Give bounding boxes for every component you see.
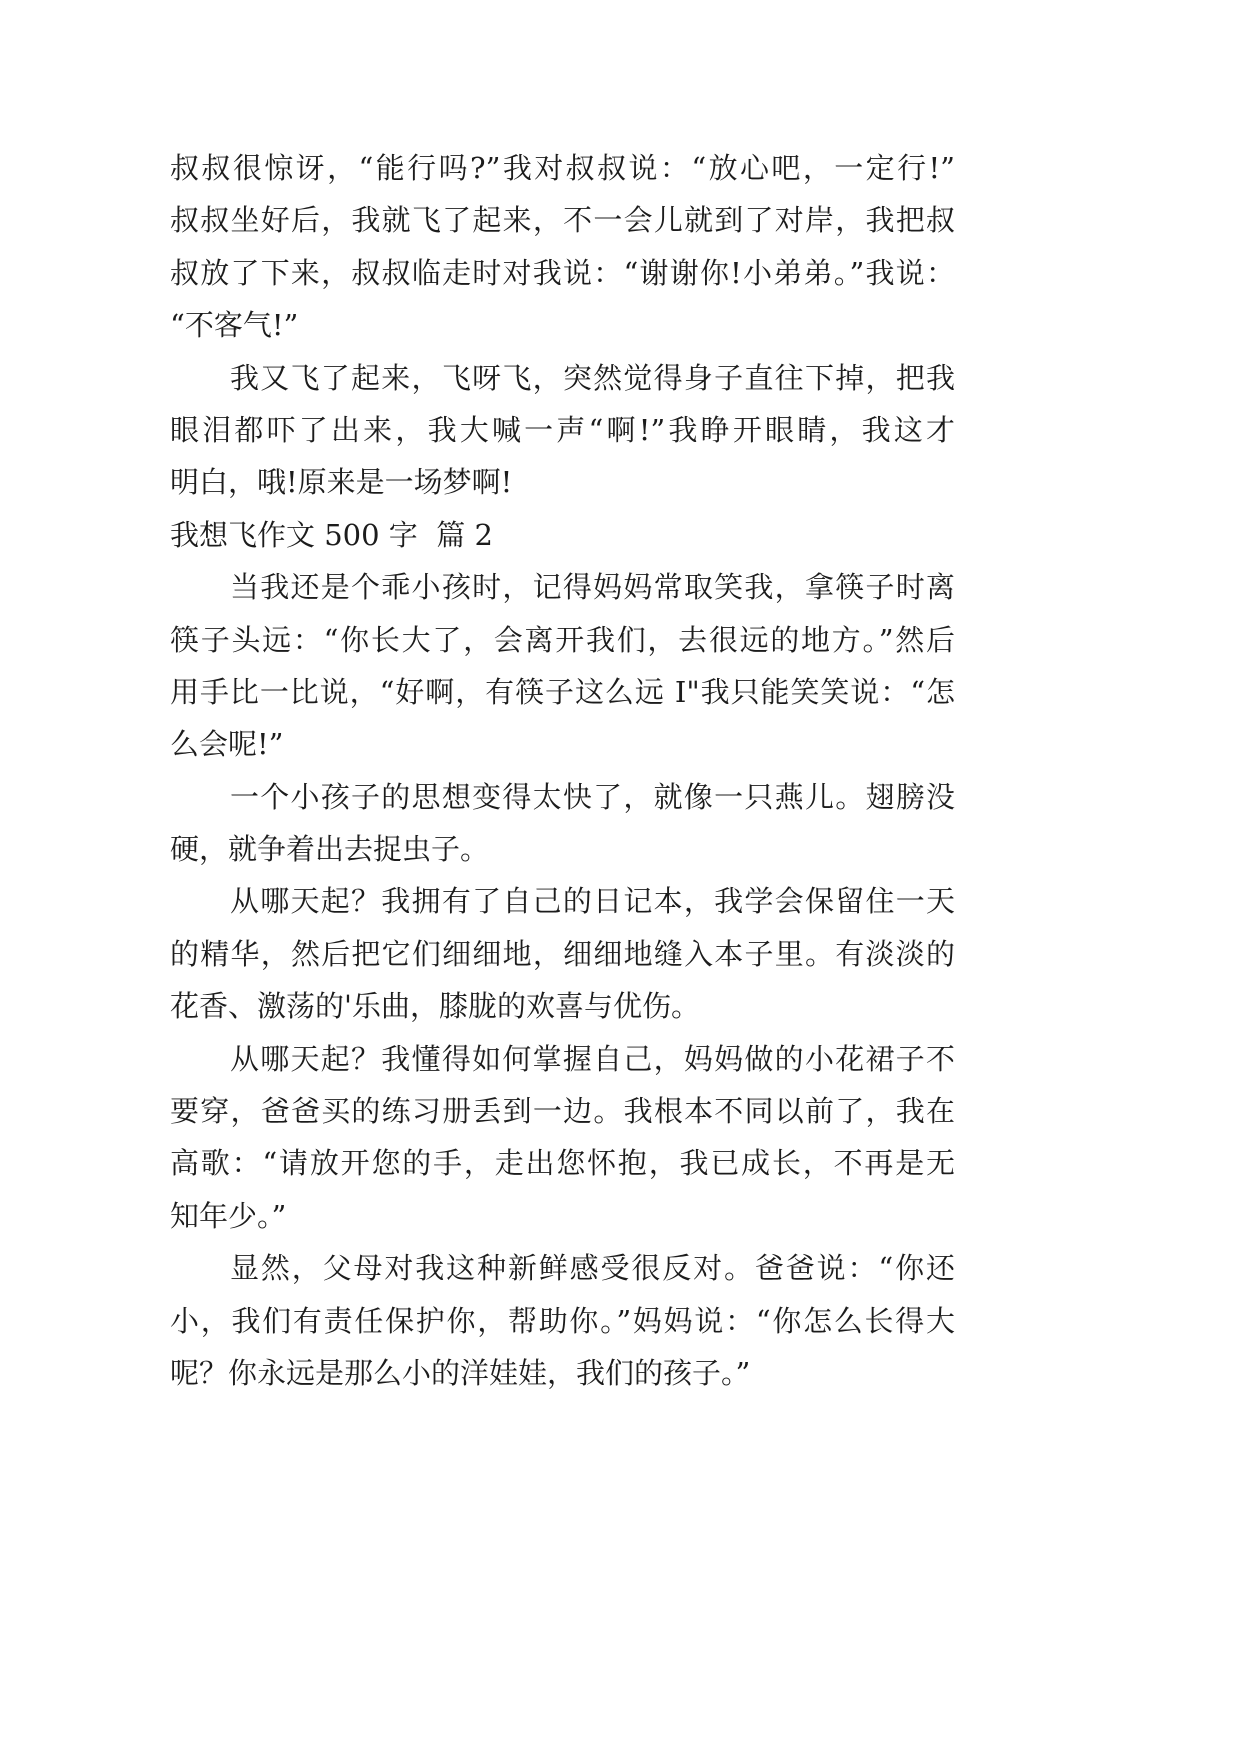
paragraph	[170, 875, 955, 1032]
text-line: 从哪天起？我拥有了自己的日记本，我学会保留住一天	[230, 884, 955, 919]
paragraph	[170, 771, 955, 876]
text-line: 小，我们有责任保护你，帮助你。”妈妈说：“你怎么长得大	[170, 1303, 955, 1338]
body-text	[170, 142, 955, 1399]
text-line: “不客气!”	[170, 308, 299, 343]
text-line: 显然，父母对我这种新鲜感受很反对。爸爸说：“你还	[230, 1251, 955, 1286]
text-line: 用手比一比说，“好啊，有筷子这么远 I"我只能笑笑说：“怎	[170, 674, 955, 709]
continued-paragraph	[170, 142, 955, 352]
text-line: 当我还是个乖小孩时，记得妈妈常取笑我，拿筷子时离	[230, 570, 955, 605]
text-line: 眼泪都吓了出来，我大喊一声“啊!”我睁开眼睛，我这才	[170, 412, 955, 447]
text-line: 一个小孩子的思想变得太快了，就像一只燕儿。翅膀没	[230, 779, 955, 814]
text-line: 硬，就争着出去捉虫子。	[170, 832, 490, 867]
paragraph	[170, 1033, 955, 1243]
text-line: 筷子头远：“你长大了，会离开我们，去很远的地方。”然后	[170, 622, 955, 657]
text-line: 叔放了下来，叔叔临走时对我说：“谢谢你!小弟弟。”我说：	[170, 255, 955, 290]
section-heading	[170, 509, 955, 561]
text-line: 呢？你永远是那么小的洋娃娃，我们的孩子。”	[170, 1355, 751, 1390]
heading-text: 我想飞作文 500 字 篇 2	[170, 517, 493, 552]
paragraph	[170, 561, 955, 771]
text-line: 叔叔很惊讶，“能行吗?”我对叔叔说：“放心吧，一定行!”	[170, 151, 955, 185]
text-line: 从哪天起？我懂得如何掌握自己，妈妈做的小花裙子不	[230, 1041, 955, 1076]
text-line: 叔叔坐好后，我就飞了起来，不一会儿就到了对岸，我把叔	[170, 203, 955, 238]
text-line: 明白，哦!原来是一场梦啊!	[170, 465, 513, 500]
text-line: 知年少。”	[170, 1198, 287, 1233]
text-line: 么会呢!”	[170, 727, 284, 762]
text-line: 我又飞了起来，飞呀飞，突然觉得身子直往下掉，把我	[230, 360, 955, 395]
text-line: 要穿，爸爸买的练习册丢到一边。我根本不同以前了，我在	[170, 1094, 955, 1129]
text-line: 花香、激荡的'乐曲，膝胧的欢喜与优伤。	[170, 989, 700, 1024]
paragraph	[170, 1242, 955, 1399]
text-line: 的精华，然后把它们细细地，细细地缝入本子里。有淡淡的	[170, 936, 955, 971]
text-line: 高歌：“请放开您的手，走出您怀抱，我已成长，不再是无	[170, 1146, 955, 1181]
paragraph	[170, 352, 955, 509]
